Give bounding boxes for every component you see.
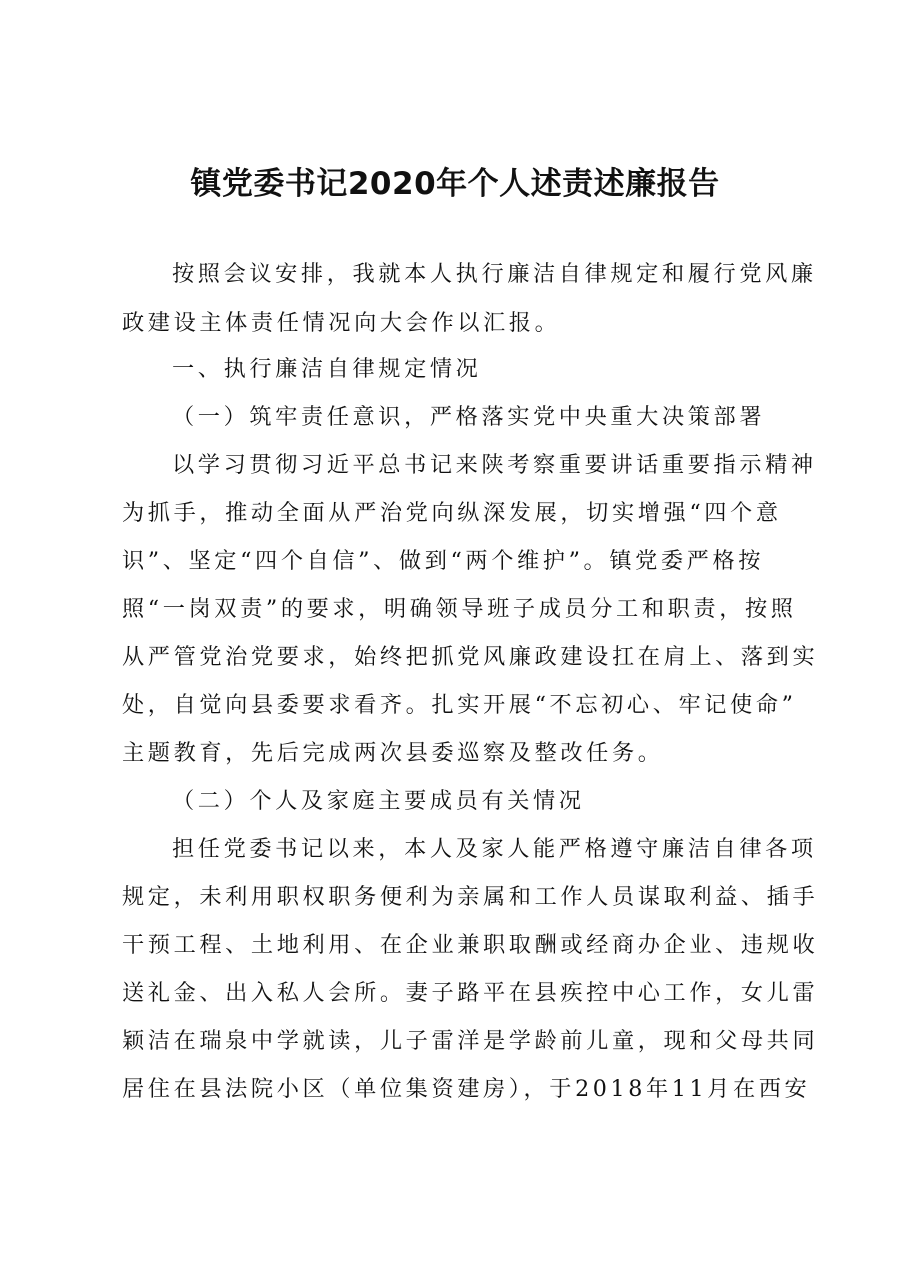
paragraph-line: 担任党委书记以来，本人及家人能严格遵守廉洁自律各项 <box>172 836 817 862</box>
paragraph-line: 政建设主体责任情况向大会作以汇报。 <box>122 310 561 336</box>
paragraph-line: 居住在县法院小区（单位集资建房），于2018年11月在西安 <box>122 1076 811 1102</box>
document-title: 镇党委书记2020年个人述责述廉报告 <box>190 166 720 202</box>
subsection-heading: （一）筑牢责任意识，严格落实党中央重大决策部署 <box>172 404 766 430</box>
paragraph-line: 干预工程、土地利用、在企业兼职取酬或经商办企业、违规收 <box>122 932 819 958</box>
paragraph-line: 为抓手，推动全面从严治党向纵深发展，切实增强“四个意 <box>122 500 782 526</box>
section-heading: 一、执行廉洁自律规定情况 <box>172 356 482 382</box>
paragraph-line: 处，自觉向县委要求看齐。扎实开展“不忘初心、牢记使命” <box>122 692 797 718</box>
paragraph-line: 送礼金、出入私人会所。妻子路平在县疾控中心工作，女儿雷 <box>122 980 819 1006</box>
paragraph-line: 主题教育，先后完成两次县委巡察及整改任务。 <box>122 740 664 766</box>
paragraph-line: 颖洁在瑞泉中学就读，儿子雷洋是学龄前儿童，现和父母共同 <box>122 1028 819 1054</box>
paragraph-line: 按照会议安排，我就本人执行廉洁自律规定和履行党风廉 <box>172 261 817 287</box>
paragraph-line: 规定，未利用职权职务便利为亲属和工作人员谋取利益、插手 <box>122 884 819 910</box>
subsection-heading: （二）个人及家庭主要成员有关情况 <box>172 788 585 814</box>
paragraph-line: 识”、坚定“四个自信”、做到“两个维护”。镇党委严格按 <box>122 548 765 574</box>
paragraph-line: 从严管党治党要求，始终把抓党风廉政建设扛在肩上、落到实 <box>122 644 819 670</box>
paragraph-line: 以学习贯彻习近平总书记来陕考察重要讲话重要指示精神 <box>172 452 817 478</box>
paragraph-line: 照“一岗双责”的要求，明确领导班子成员分工和职责，按照 <box>122 596 797 622</box>
